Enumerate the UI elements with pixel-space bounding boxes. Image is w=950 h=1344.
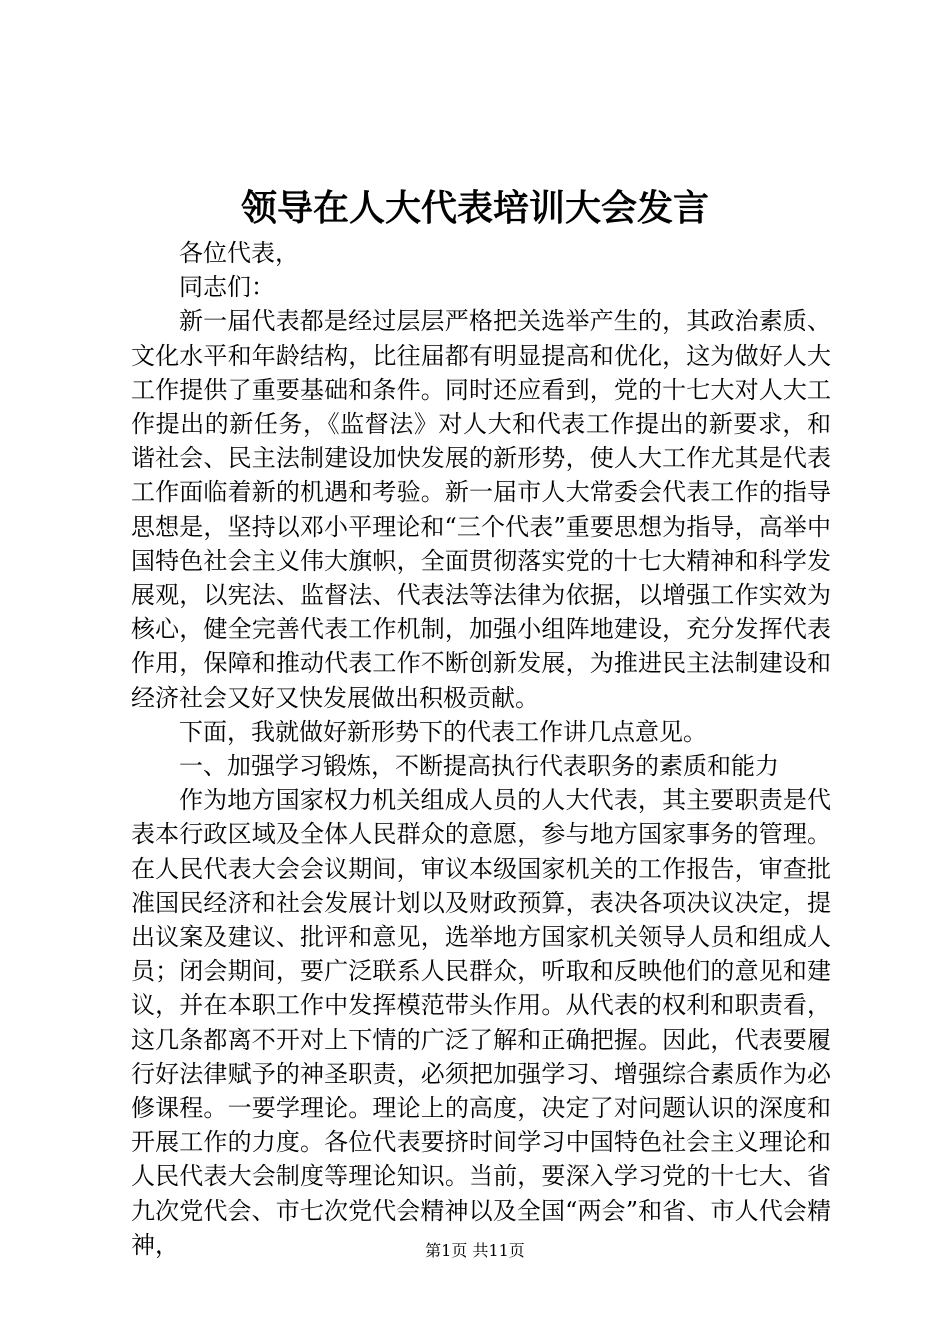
salutation-comrades: 同志们： (179, 273, 275, 302)
salutation-delegates: 各位代表， (179, 239, 299, 267)
section-1-paragraph: 作为地方国家权力机关组成人员的人大代表，其主要职责是代表本行政区域及全体人民群众的意愿，参与地方国家事务的管理。在人民代表大会会议期间，审议本级国家机关的工作报告，审查批准国民经济和社会发展计划以及财政预算，表决各项决议决定，提出议案及建议、批评和意见，选举地方国家机关领导人员和组成人员；闭会期间，要广泛联系人民群众，听取和反映他们的意见和建议，并在本职工作中发挥模范带头作用。从代表的权利和职责看，这几条都离不开对上下情的广泛了解和正确把握。因此，代表要履行好法律赋予的神圣职责，必须把加强学习、增强综合素质作为必修课程。一要学理论。理论上的高度，决定了对问题认识的深度和开展工作的力度。各位代表要挤时间学习中国特色社会主义理论和人民代表大会制度等理论知识。当前，要深入学习党的十七大、省九次党代会、市七次党代会精神以及全国“两会”和省、市人代会精神， (131, 786, 831, 1259)
document-body (131, 236, 831, 1262)
transition-paragraph: 下面，我就做好新形势下的代表工作讲几点意见。 (179, 717, 707, 746)
document-title: 领导在人大代表培训大会发言 (240, 187, 709, 229)
section-heading-1: 一、加强学习锻炼，不断提高执行代表职务的素质和能力 (179, 752, 779, 781)
page-number-footer: 第1页 共11页 (425, 1241, 525, 1260)
intro-paragraph: 新一届代表都是经过层层严格把关选举产生的，其政治素质、文化水平和年龄结构，比往届都有明显提高和优化，这为做好人大工作提供了重要基础和条件。同时还应看到，党的十七大对人大工作提出的新任务，《监督法》对人大和代表工作提出的新要求，和谐社会、民主法制建设加快发展的新形势，使人大工作尤其是代表工作面临着新的机遇和考验。新一届市人大常委会代表工作的指导思想是，坚持以邓小平理论和“三个代表”重要思想为指导，高举中国特色社会主义伟大旗帜，全面贯彻落实党的十七大精神和科学发展观，以宪法、监督法、代表法等法律为依据，以增强工作实效为核心，健全完善代表工作机制，加强小组阵地建设，充分发挥代表作用，保障和推动代表工作不断创新发展，为推进民主法制建设和经济社会又好又快发展做出积极贡献。 (131, 307, 831, 712)
